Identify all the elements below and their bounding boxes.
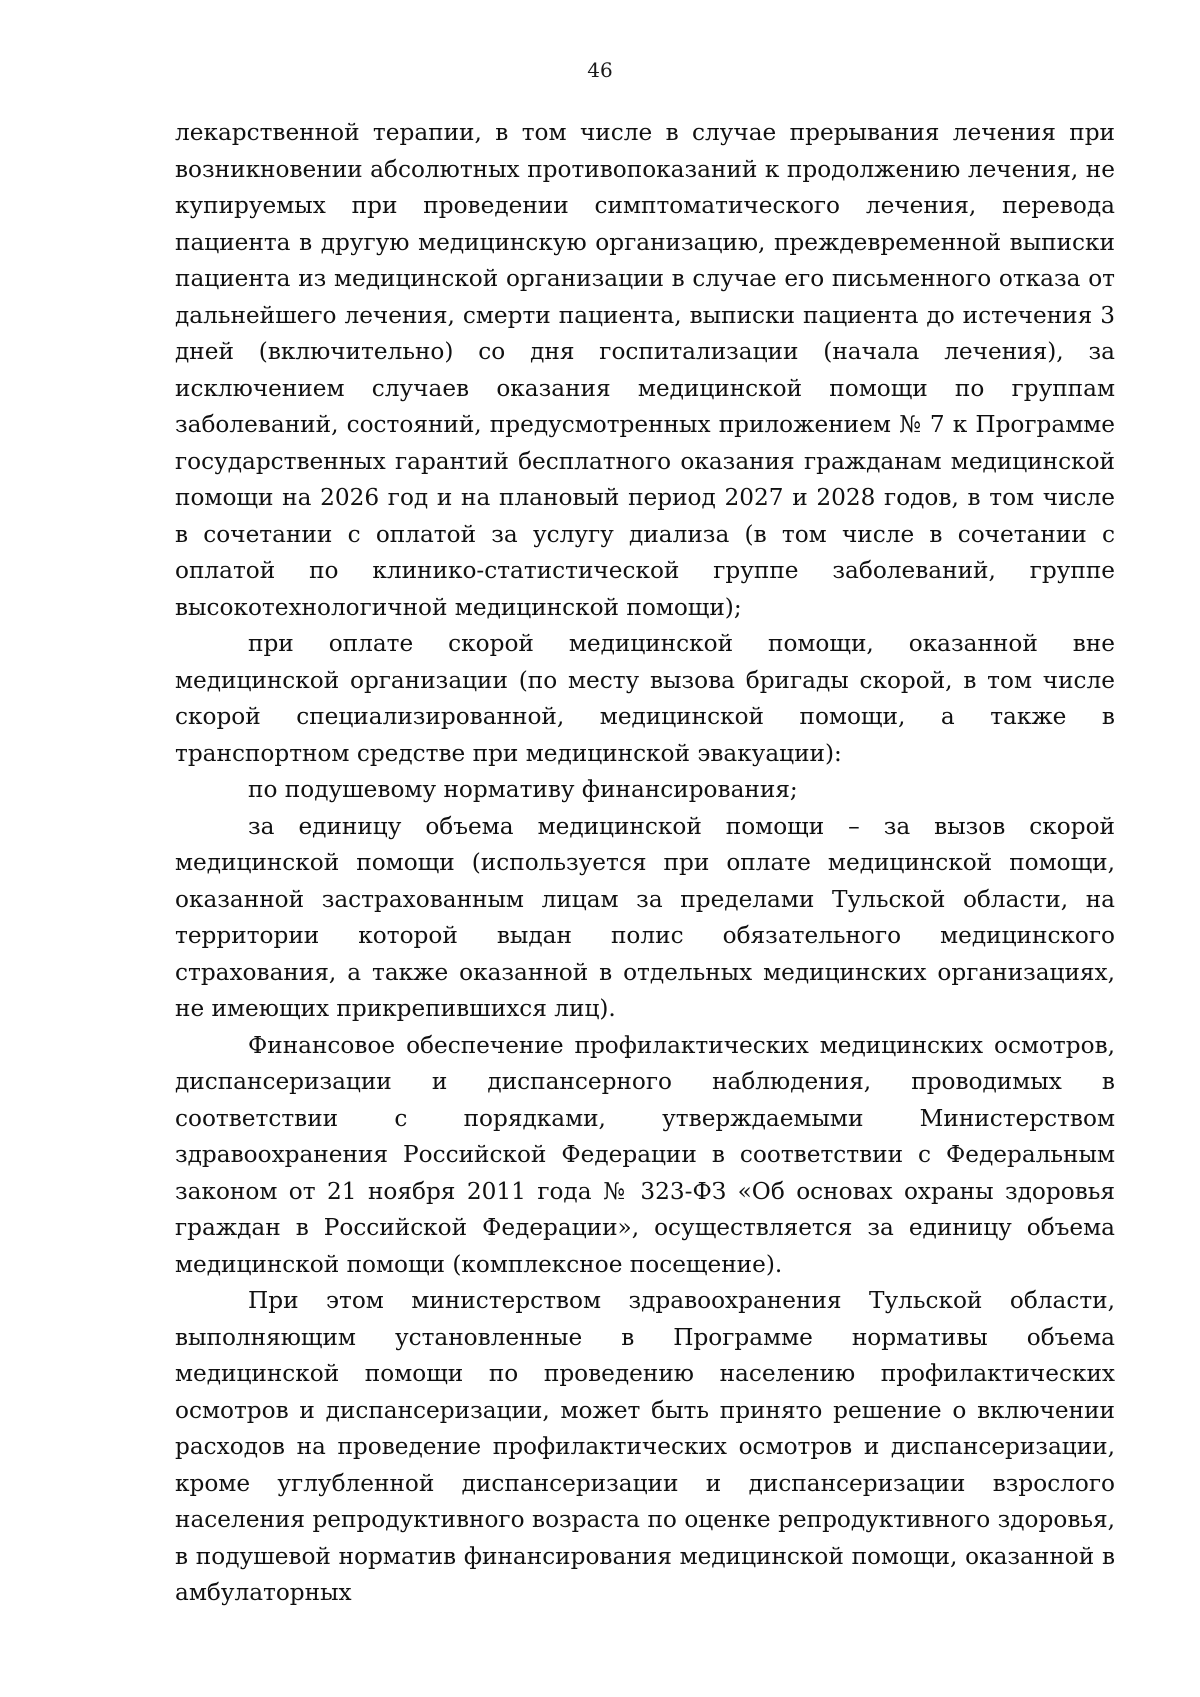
- document-body: [175, 115, 1115, 1612]
- paragraph-continuation: лекарственной терапии, в том числе в случае прерывания лечения при возникновении абсолютных противопоказаний к продолжению лечения, не купируемых при проведении симптоматического лечения, перевода пациента в другую медицинскую организацию, преждевременной выписки пациента из медицинской организации в случае его письменного отказа от дальнейшего лечения, смерти пациента, выписки пациента до истечения 3 дней (включительно) со дня госпитализации (начала лечения), за исключением случаев оказания медицинской помощи по группам заболеваний, состояний, предусмотренных приложением № 7 к Программе государственных гарантий бесплатного оказания гражданам медицинской помощи на 2026 год и на плановый период 2027 и 2028 годов, в том числе в сочетании с оплатой за услугу диализа (в том числе в сочетании с оплатой по клинико-статистической группе заболеваний, группе высокотехнологичной медицинской помощи);: [175, 119, 1115, 621]
- paragraph-per-unit: за единицу объема медицинской помощи – за вызов скорой медицинской помощи (используется при оплате медицинской помощи, оказанной застрахованным лицам за пределами Тульской области, на территории которой выдан полис обязательного медицинского страхования, а также оказанной в отдельных медицинских организациях, не имеющих прикрепившихся лиц).: [175, 812, 1115, 1022]
- paragraph-ministry-decision: При этом министерством здравоохранения Тульской области, выполняющим установленные в Программе нормативы объема медицинской помощи по проведению населению профилактических осмотров и диспансеризации, может быть принято решение о включении расходов на проведение профилактических осмотров и диспансеризации, кроме углубленной диспансеризации и диспансеризации взрослого населения репродуктивного возраста по оценке репродуктивного здоровья, в подушевой норматив финансирования медицинской помощи, оказанной в амбулаторных: [175, 1287, 1115, 1606]
- paragraph-financing: Финансовое обеспечение профилактических медицинских осмотров, диспансеризации и диспансерного наблюдения, проводимых в соответствии с порядками, утверждаемыми Министерством здравоохранения Российской Федерации в соответствии с Федеральным законом от 21 ноября 2011 года № 323-ФЗ «Об основах охраны здоровья граждан в Российской Федерации», осуществляется за единицу объема медицинской помощи (комплексное посещение).: [175, 1031, 1115, 1278]
- page-number: 46: [587, 58, 613, 82]
- paragraph-per-capita: по подушевому нормативу финансирования;: [248, 776, 798, 803]
- paragraph-ambulance-payment: при оплате скорой медицинской помощи, оказанной вне медицинской организации (по месту вызова бригады скорой, в том числе скорой специализированной, медицинской помощи, а также в транспортном средстве при медицинской эвакуации):: [175, 630, 1115, 767]
